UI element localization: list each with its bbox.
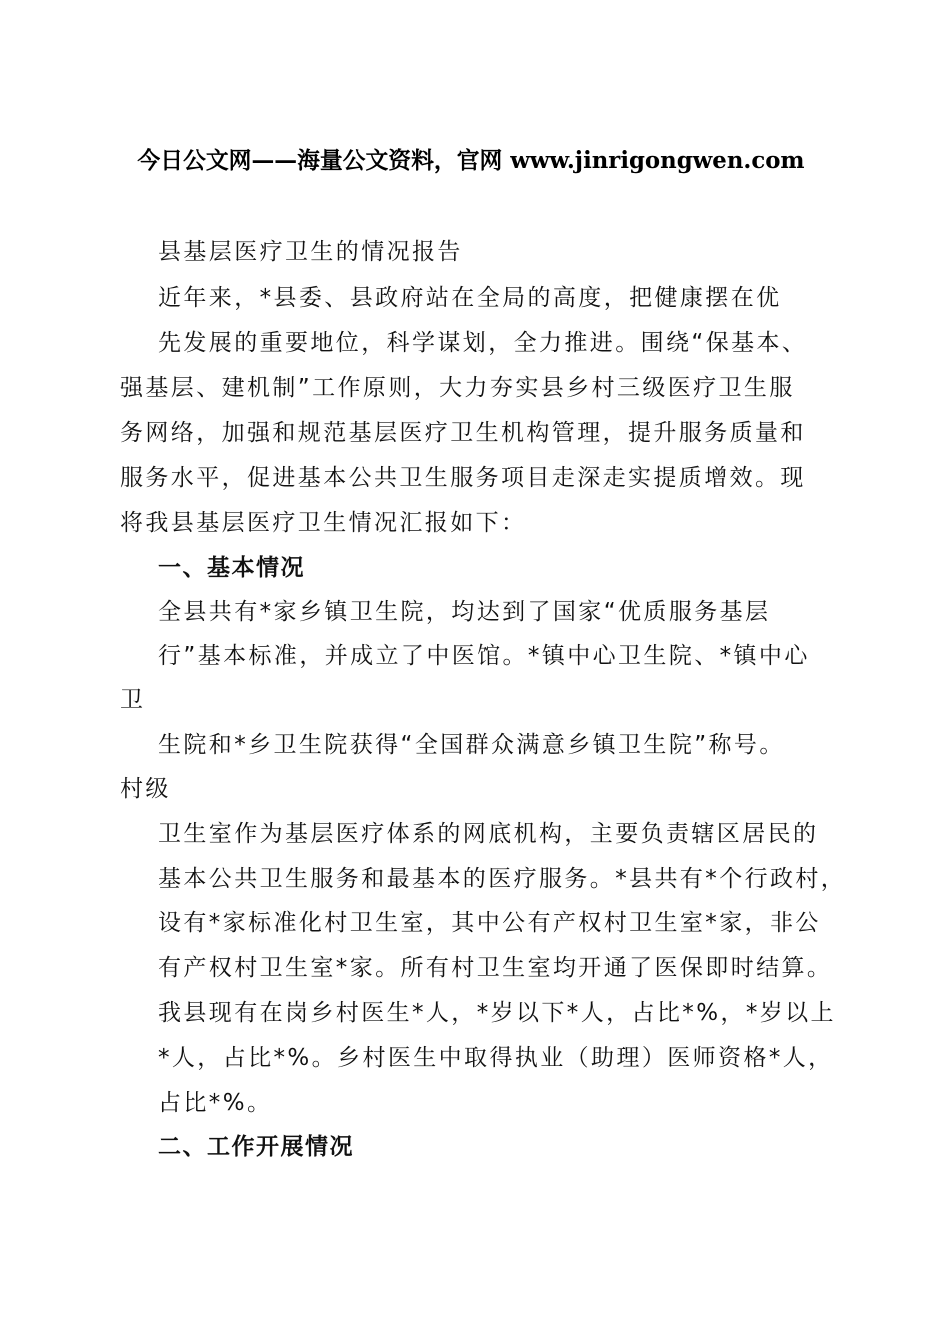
paragraph-line: 服务水平，促进基本公共卫生服务项目走深走实提质增效。现 xyxy=(120,465,806,491)
paragraph-line: 卫生室作为基层医疗体系的网底机构，主要负责辖区居民的 xyxy=(158,821,819,847)
site-header: 今日公文网——海量公文资料，官网 www.jinrigongwen.com xyxy=(137,147,805,174)
paragraph-line: 卫 xyxy=(120,687,146,713)
section-heading: 二、工作开展情况 xyxy=(158,1134,354,1160)
paragraph-line: *人，占比*%。乡村医生中取得执业（助理）医师资格*人， xyxy=(158,1045,834,1071)
paragraph-line: 占比*%。 xyxy=(158,1090,273,1116)
paragraph-line: 有产权村卫生室*家。所有村卫生室均开通了医保即时结算。 xyxy=(158,955,833,981)
paragraph-line: 务网络，加强和规范基层医疗卫生机构管理，提升服务质量和 xyxy=(120,420,806,446)
paragraph-line: 生院和*乡卫生院获得“全国群众满意乡镇卫生院”称号。 xyxy=(158,732,785,758)
paragraph-line: 基本公共卫生服务和最基本的医疗服务。*县共有*个行政村， xyxy=(158,866,847,892)
paragraph-line: 全县共有*家乡镇卫生院，均达到了国家“优质服务基层 xyxy=(158,599,771,625)
paragraph-line: 我县现有在岗乡村医生*人，*岁以下*人，占比*%，*岁以上 xyxy=(158,1000,836,1026)
paragraph-line: 将我县基层医疗卫生情况汇报如下： xyxy=(120,510,527,536)
document-title: 县基层医疗卫生的情况报告 xyxy=(158,239,463,265)
paragraph-line: 行”基本标准，并成立了中医馆。*镇中心卫生院、*镇中心 xyxy=(158,643,810,669)
paragraph-line: 设有*家标准化村卫生室，其中公有产权村卫生室*家，非公 xyxy=(158,910,821,936)
paragraph-line: 先发展的重要地位，科学谋划，全力推进。围绕“保基本、 xyxy=(158,330,808,356)
paragraph-line: 强基层、建机制”工作原则，大力夯实县乡村三级医疗卫生服 xyxy=(120,375,795,401)
paragraph-line: 近年来，*县委、县政府站在全局的高度，把健康摆在优 xyxy=(158,285,782,311)
paragraph-line: 村级 xyxy=(120,776,171,802)
section-heading: 一、基本情况 xyxy=(158,555,305,581)
